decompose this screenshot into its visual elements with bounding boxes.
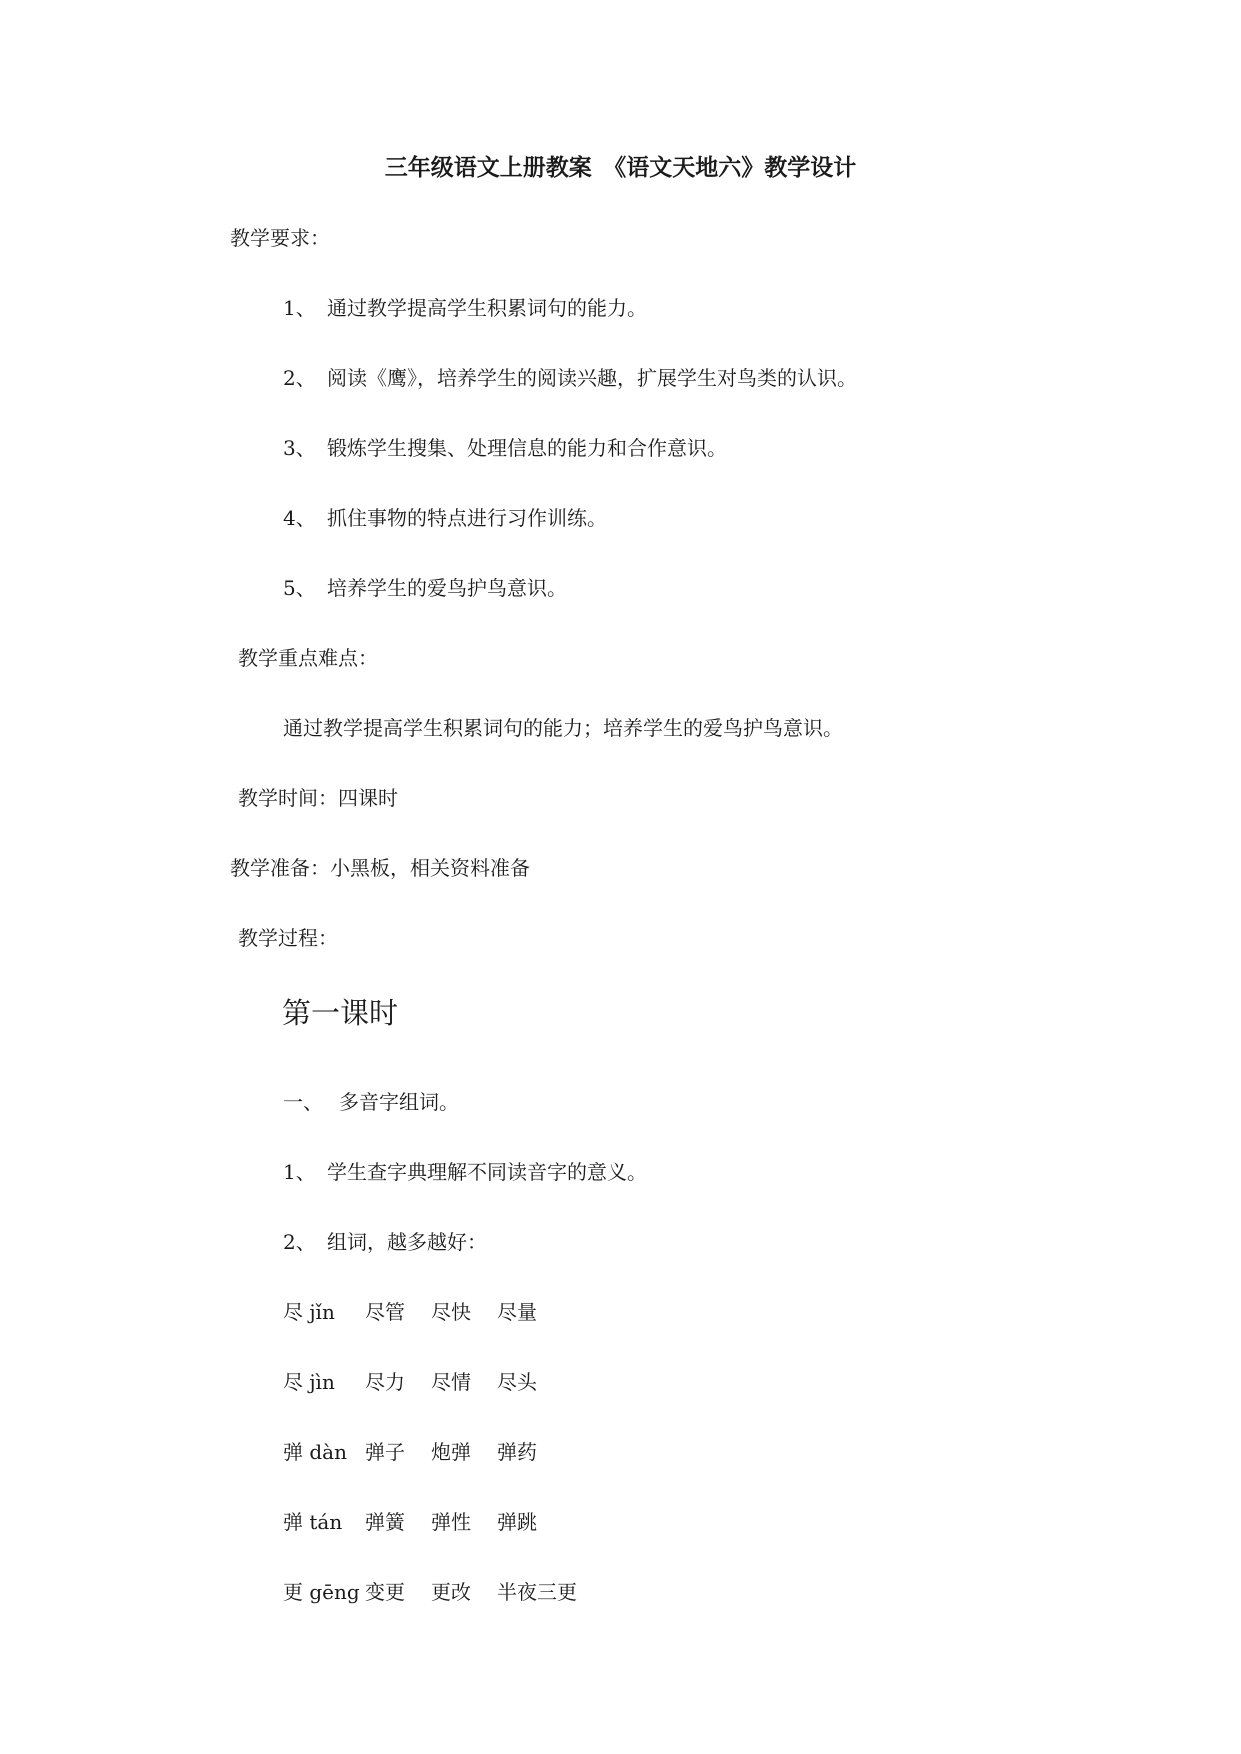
key-points-label: 教学重点难点： (238, 646, 378, 670)
requirement-number: 3、 (283, 436, 316, 460)
requirement-item (283, 506, 607, 530)
word-item: 弹簧 (365, 1510, 405, 1534)
word-item: 尽管 (365, 1300, 405, 1324)
word-head: 尽 jǐn (283, 1300, 335, 1324)
word-item: 变更 (365, 1580, 405, 1604)
step-text: 组词，越多越好： (327, 1230, 487, 1254)
word-item: 尽情 (431, 1370, 471, 1394)
word-item: 弹药 (497, 1440, 537, 1464)
lesson-heading: 第一课时 (282, 996, 399, 1030)
step-number: 2、 (283, 1230, 316, 1254)
requirement-number: 5、 (283, 576, 316, 600)
word-item: 弹性 (431, 1510, 471, 1534)
step-number: 1、 (283, 1160, 316, 1184)
word-item: 尽力 (365, 1370, 405, 1394)
word-head: 尽 jìn (283, 1370, 335, 1394)
requirement-item (283, 296, 647, 320)
word-row (283, 1580, 577, 1604)
word-head: 弹 tán (283, 1510, 343, 1534)
requirement-text: 阅读《鹰》，培养学生的阅读兴趣，扩展学生对鸟类的认识。 (327, 366, 857, 390)
step-text: 学生查字典理解不同读音字的意义。 (327, 1160, 647, 1184)
section-number: 一、 (283, 1090, 323, 1114)
word-item: 更改 (431, 1580, 471, 1604)
section-item (283, 1090, 459, 1114)
step-item (283, 1230, 487, 1254)
requirement-number: 1、 (283, 296, 316, 320)
word-item: 弹子 (365, 1440, 405, 1464)
process-label: 教学过程： (238, 926, 338, 950)
requirement-item (283, 576, 567, 600)
requirement-text: 培养学生的爱鸟护鸟意识。 (327, 576, 567, 600)
teaching-time: 教学时间：四课时 (238, 786, 398, 810)
step-item (283, 1160, 647, 1184)
word-row (283, 1300, 537, 1324)
teaching-preparation: 教学准备：小黑板，相关资料准备 (230, 856, 530, 880)
requirement-number: 4、 (283, 506, 316, 530)
word-item: 弹跳 (497, 1510, 537, 1534)
word-item: 尽快 (431, 1300, 471, 1324)
requirement-text: 抓住事物的特点进行习作训练。 (327, 506, 607, 530)
word-head: 更 gēng (283, 1580, 360, 1604)
document-title: 三年级语文上册教案 《语文天地六》教学设计 (384, 154, 857, 181)
word-head: 弹 dàn (283, 1440, 347, 1464)
word-item: 尽头 (497, 1370, 537, 1394)
requirement-text: 锻炼学生搜集、处理信息的能力和合作意识。 (327, 436, 727, 460)
requirement-item (283, 436, 727, 460)
word-item: 炮弹 (431, 1440, 471, 1464)
section-text: 多音字组词。 (339, 1090, 459, 1114)
word-row (283, 1510, 537, 1534)
word-item: 尽量 (497, 1300, 537, 1324)
word-item: 半夜三更 (497, 1580, 577, 1604)
requirement-text: 通过教学提高学生积累词句的能力。 (327, 296, 647, 320)
word-row (283, 1440, 537, 1464)
requirement-item (283, 366, 857, 390)
word-row (283, 1370, 537, 1394)
requirement-number: 2、 (283, 366, 316, 390)
requirements-label: 教学要求： (230, 226, 330, 250)
key-points-text: 通过教学提高学生积累词句的能力；培养学生的爱鸟护鸟意识。 (283, 716, 843, 740)
